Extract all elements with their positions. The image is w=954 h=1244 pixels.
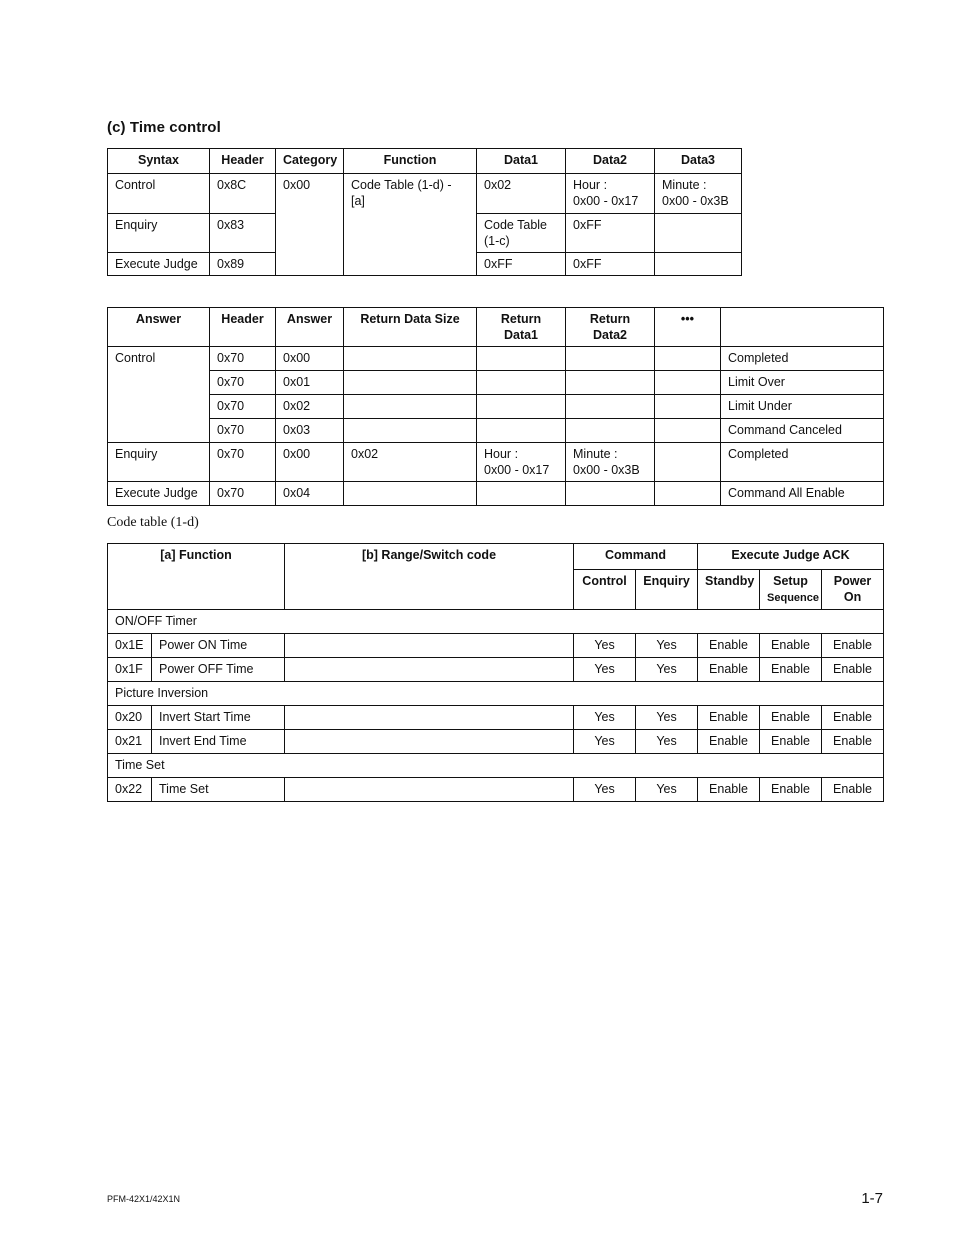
empty-cell [655, 443, 721, 482]
enquiry-header: Enquiry [636, 570, 698, 610]
empty-cell [655, 419, 721, 443]
standby-cell: Enable [698, 730, 760, 754]
standby-cell: Enable [698, 634, 760, 658]
group-label: ON/OFF Timer [108, 610, 884, 634]
data3-cell [655, 214, 742, 253]
header-value-cell: 0x83 [210, 214, 276, 253]
ellipsis-cell: ••• [655, 308, 721, 347]
command-header: Command [574, 544, 698, 570]
header-cell: Header [210, 149, 276, 174]
group-label: Picture Inversion [108, 682, 884, 706]
setup-cell: Enable [760, 778, 822, 802]
header-cell: Return Data Size [344, 308, 477, 347]
table-row [108, 419, 884, 443]
function-cell: Code Table (1-d) - [a] [344, 174, 477, 276]
status-cell: Limit Over [721, 371, 884, 395]
empty-cell [344, 347, 477, 371]
header-cell: Header [210, 308, 276, 347]
function-header: [a] Function [108, 544, 285, 610]
header-value-cell: 0x70 [210, 443, 276, 482]
empty-cell [344, 482, 477, 506]
code-table-caption: Code table (1-d) [107, 515, 199, 530]
header-cell: Answer [276, 308, 344, 347]
header-cell: Return Data2 [566, 308, 655, 347]
answer-label-cell: Execute Judge [108, 482, 210, 506]
ack-header: Execute Judge ACK [698, 544, 884, 570]
setup-cell: Enable [760, 634, 822, 658]
empty-cell [477, 371, 566, 395]
setup-header-sub: Sequence [767, 592, 819, 604]
answer-value-cell: 0x04 [276, 482, 344, 506]
range-cell [285, 730, 574, 754]
table-row [108, 634, 884, 658]
standby-cell: Enable [698, 658, 760, 682]
empty-cell [477, 347, 566, 371]
group-row [108, 682, 884, 706]
enquiry-cell: Yes [636, 778, 698, 802]
data1-cell: 0x02 [477, 174, 566, 214]
answer-value-cell: 0x03 [276, 419, 344, 443]
answer-value-cell: 0x02 [276, 395, 344, 419]
group-label: Time Set [108, 754, 884, 778]
name-cell: Power OFF Time [152, 658, 285, 682]
data2-cell: Hour : 0x00 - 0x17 [566, 174, 655, 214]
data2-cell: 0xFF [566, 253, 655, 276]
control-header: Control [574, 570, 636, 610]
answer-table-header [108, 308, 884, 347]
category-cell: 0x00 [276, 174, 344, 276]
empty-cell [566, 371, 655, 395]
status-cell: Limit Under [721, 395, 884, 419]
range-cell [285, 706, 574, 730]
range-cell [285, 778, 574, 802]
empty-cell [566, 347, 655, 371]
standby-cell: Enable [698, 778, 760, 802]
range-header: [b] Range/Switch code [285, 544, 574, 610]
enquiry-cell: Yes [636, 730, 698, 754]
code-cell: 0x21 [108, 730, 152, 754]
header-value-cell: 0x70 [210, 395, 276, 419]
range-cell [285, 634, 574, 658]
code-cell: 0x20 [108, 706, 152, 730]
code-cell: 0x1E [108, 634, 152, 658]
table-row [108, 443, 884, 482]
power-cell: Enable [822, 706, 884, 730]
empty-cell [477, 395, 566, 419]
empty-cell [477, 419, 566, 443]
table-row [108, 347, 884, 371]
table-row [108, 482, 884, 506]
setup-cell: Enable [760, 658, 822, 682]
data2-cell: 0xFF [566, 214, 655, 253]
header-cell: Data2 [566, 149, 655, 174]
data1-cell: Code Table (1-c) [477, 214, 566, 253]
group-row [108, 610, 884, 634]
power-header-label: Power [833, 574, 872, 588]
page-number: 1-7 [861, 1190, 883, 1207]
power-header-sub: On [843, 590, 862, 604]
empty-cell [566, 482, 655, 506]
control-cell: Yes [574, 730, 636, 754]
control-cell: Yes [574, 634, 636, 658]
answer-value-cell: 0x00 [276, 347, 344, 371]
empty-cell [477, 482, 566, 506]
answer-label-cell: Control [108, 347, 210, 443]
empty-cell [344, 419, 477, 443]
setup-cell: Enable [760, 706, 822, 730]
header-cell: Data1 [477, 149, 566, 174]
header-cell: Category [276, 149, 344, 174]
table-row [108, 174, 742, 214]
group-row [108, 754, 884, 778]
command-table-header [108, 149, 742, 174]
setup-header-label: Setup [773, 574, 808, 588]
empty-cell [655, 482, 721, 506]
table-row [108, 706, 884, 730]
header-cell: Return Data1 [477, 308, 566, 347]
status-cell: Completed [721, 443, 884, 482]
control-cell: Yes [574, 658, 636, 682]
standby-header: Standby [698, 570, 760, 610]
empty-cell [655, 371, 721, 395]
table-row [108, 658, 884, 682]
setup-header [760, 570, 822, 610]
header-cell: Answer [108, 308, 210, 347]
empty-cell [655, 347, 721, 371]
empty-cell [344, 395, 477, 419]
data3-cell [655, 253, 742, 276]
syntax-cell: Control [108, 174, 210, 214]
section-title: (c) Time control [107, 119, 221, 136]
syntax-cell: Enquiry [108, 214, 210, 253]
status-cell: Completed [721, 347, 884, 371]
return-data2-cell: Minute : 0x00 - 0x3B [566, 443, 655, 482]
code-table [107, 543, 884, 802]
empty-cell [344, 371, 477, 395]
header-value-cell: 0x89 [210, 253, 276, 276]
table-row [108, 395, 884, 419]
code-table-header [108, 544, 884, 570]
header-value-cell: 0x70 [210, 371, 276, 395]
power-cell: Enable [822, 730, 884, 754]
answer-table [107, 307, 884, 506]
setup-cell: Enable [760, 730, 822, 754]
name-cell: Time Set [152, 778, 285, 802]
command-table [107, 148, 742, 276]
enquiry-cell: Yes [636, 658, 698, 682]
syntax-cell: Execute Judge [108, 253, 210, 276]
return-data1-cell: Hour : 0x00 - 0x17 [477, 443, 566, 482]
control-cell: Yes [574, 778, 636, 802]
header-value-cell: 0x70 [210, 482, 276, 506]
header-value-cell: 0x70 [210, 419, 276, 443]
header-cell: Syntax [108, 149, 210, 174]
header-value-cell: 0x70 [210, 347, 276, 371]
name-cell: Invert Start Time [152, 706, 285, 730]
footer-model: PFM-42X1/42X1N [107, 1194, 181, 1204]
header-value-cell: 0x8C [210, 174, 276, 214]
code-cell: 0x22 [108, 778, 152, 802]
data1-cell: 0xFF [477, 253, 566, 276]
status-cell: Command Canceled [721, 419, 884, 443]
status-cell: Command All Enable [721, 482, 884, 506]
standby-cell: Enable [698, 706, 760, 730]
code-cell: 0x1F [108, 658, 152, 682]
header-cell: Data3 [655, 149, 742, 174]
data3-cell: Minute : 0x00 - 0x3B [655, 174, 742, 214]
table-row [108, 778, 884, 802]
name-cell: Power ON Time [152, 634, 285, 658]
answer-value-cell: 0x00 [276, 443, 344, 482]
power-header [822, 570, 884, 610]
empty-cell [655, 395, 721, 419]
table-row [108, 371, 884, 395]
table-row [108, 730, 884, 754]
header-cell: Function [344, 149, 477, 174]
enquiry-cell: Yes [636, 706, 698, 730]
answer-value-cell: 0x01 [276, 371, 344, 395]
empty-cell [566, 419, 655, 443]
empty-cell [566, 395, 655, 419]
header-cell [721, 308, 884, 347]
data-size-cell: 0x02 [344, 443, 477, 482]
control-cell: Yes [574, 706, 636, 730]
power-cell: Enable [822, 634, 884, 658]
enquiry-cell: Yes [636, 634, 698, 658]
range-cell [285, 658, 574, 682]
power-cell: Enable [822, 658, 884, 682]
answer-label-cell: Enquiry [108, 443, 210, 482]
name-cell: Invert End Time [152, 730, 285, 754]
power-cell: Enable [822, 778, 884, 802]
